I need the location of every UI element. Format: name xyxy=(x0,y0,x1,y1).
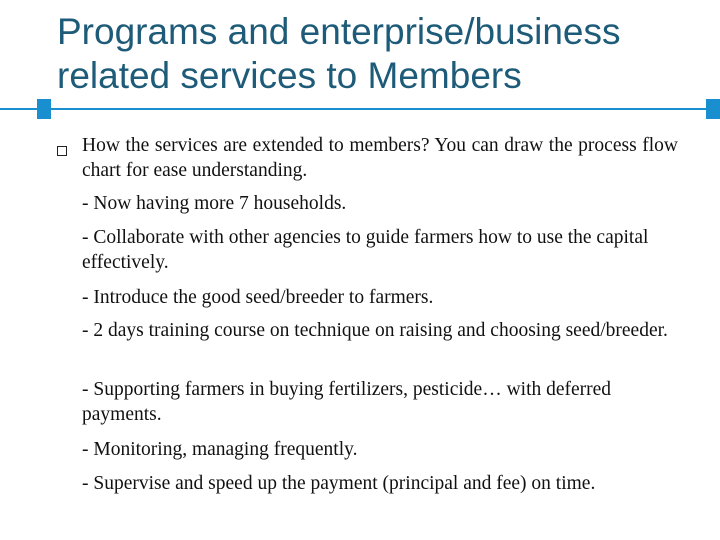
divider-left-square xyxy=(37,99,51,119)
list-item-4: - 2 days training course on technique on raising and choosing seed/breeder. xyxy=(82,320,668,341)
intro-paragraph: How the services are extended to members? You can draw the process flow chart for ease understanding. xyxy=(82,135,678,181)
list-item-1: - Now having more 7 households. xyxy=(82,193,347,214)
list-item-3: - Introduce the good seed/breeder to farmers. xyxy=(82,287,434,308)
divider-line xyxy=(0,108,720,110)
list-item-6: - Monitoring, managing frequently. xyxy=(82,439,358,460)
title-divider xyxy=(0,99,720,119)
slide-title: Programs and enterprise/business related services to Members xyxy=(57,11,621,96)
divider-right-square xyxy=(706,99,720,119)
list-item-7: - Supervise and speed up the payment (principal and fee) on time. xyxy=(82,473,596,494)
list-item-2: - Collaborate with other agencies to guide farmers how to use the capital effectively. xyxy=(82,227,649,273)
list-item-5: - Supporting farmers in buying fertilizers, pesticide… with deferred payments. xyxy=(82,379,612,425)
square-bullet-icon xyxy=(57,146,67,156)
